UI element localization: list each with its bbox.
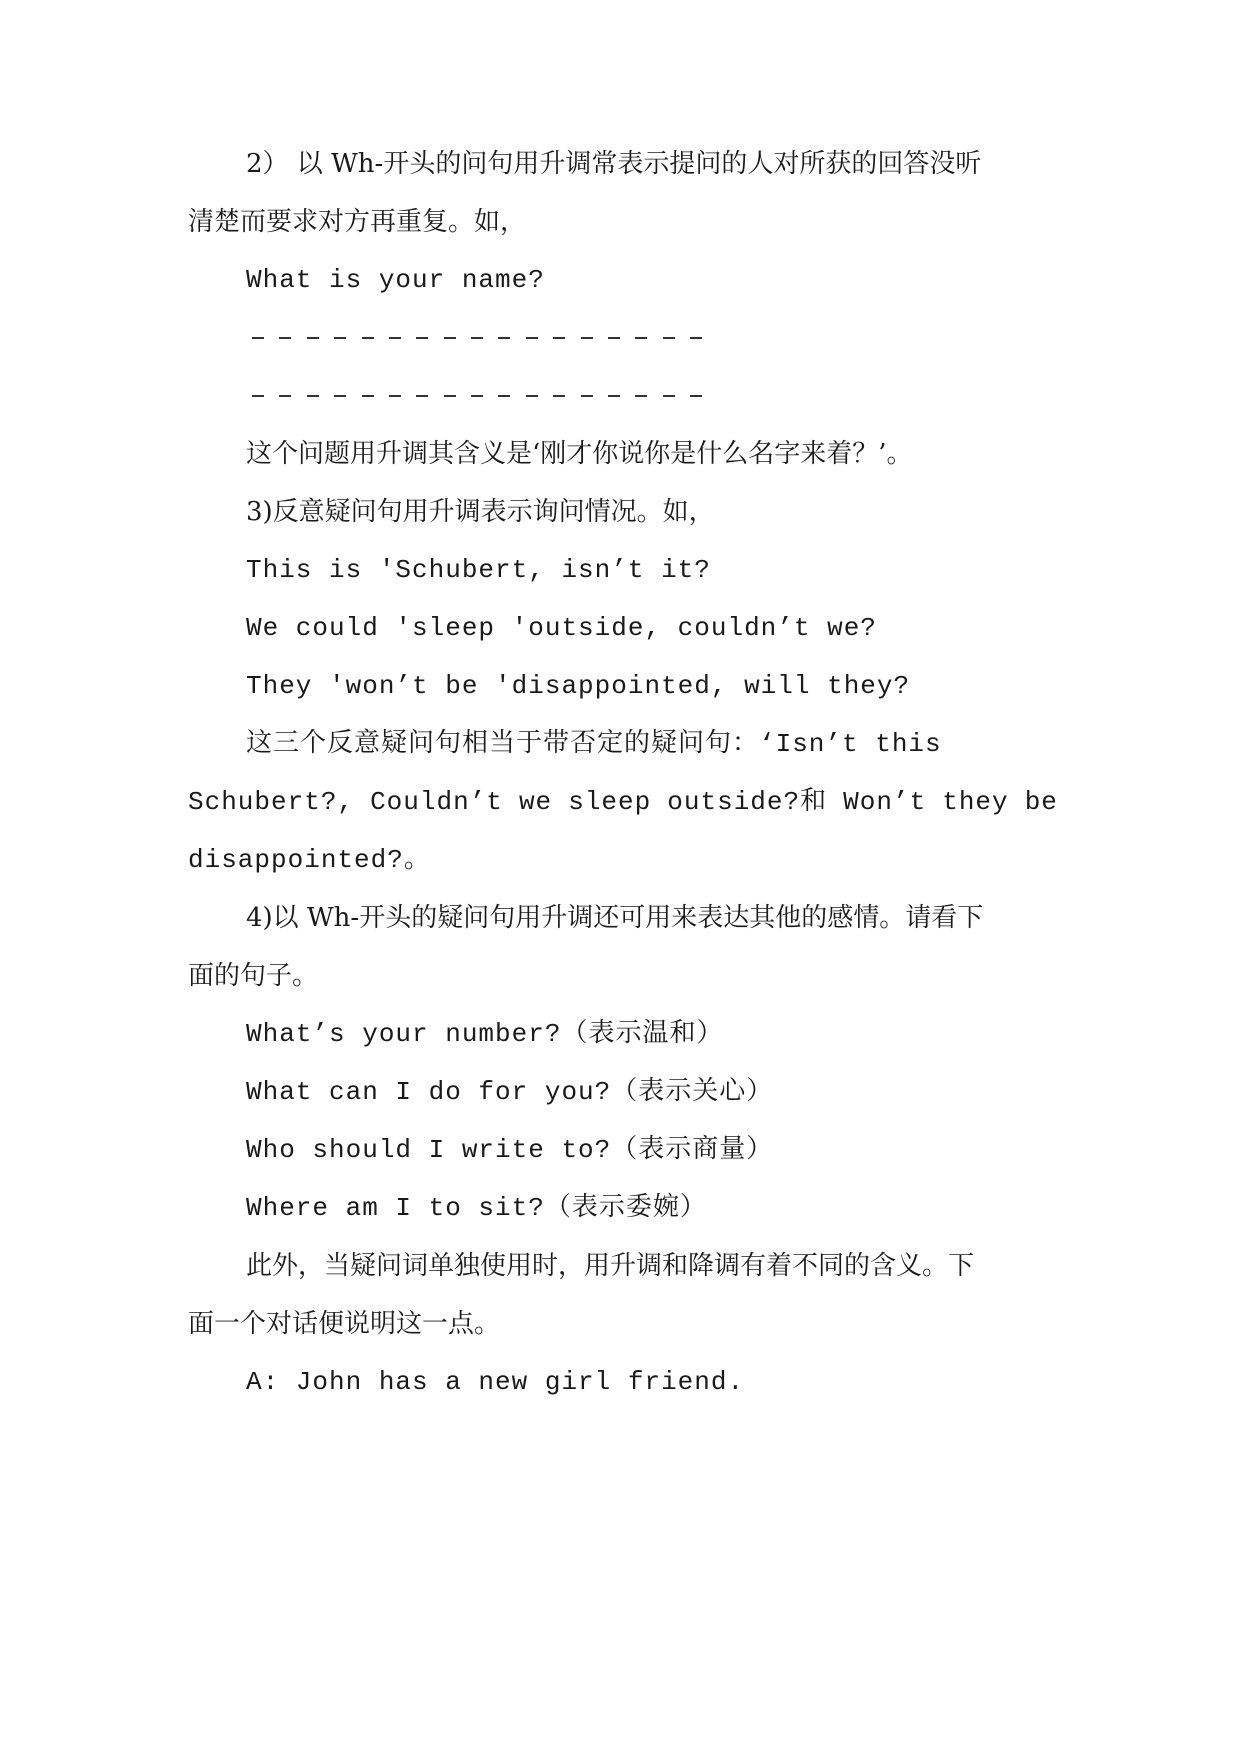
intonation-dash-line-2	[252, 394, 702, 398]
example-what-is-your-name: What is your name?	[246, 265, 545, 295]
item2-line-2: 清楚而要求对方再重复。如，	[188, 207, 527, 237]
item3-intro: 3)反意疑问句用升调表示询问情况。如，	[246, 497, 715, 527]
example-where-am-i-to-sit: Where am I to sit?（表示委婉）	[246, 1193, 707, 1223]
item2-line-1: 2） 以 Wh-开头的问句用升调常表示提问的人对所获的回答没听	[246, 149, 982, 179]
item3-explanation-line-2	[188, 784, 1058, 820]
word: Won’t	[843, 787, 927, 817]
item4-line-1: 4)以 Wh-开头的疑问句用升调还可用来表达其他的感情。请看下	[246, 903, 984, 933]
example-sleep-outside: We could 'sleep 'outside, couldn’t we?	[246, 613, 877, 643]
word: be	[1024, 787, 1058, 817]
example-schubert: This is 'Schubert, isn’t it?	[246, 555, 711, 585]
extra-line-1: 此外，当疑问词单独使用时，用升调和降调有着不同的含义。下	[246, 1251, 975, 1281]
item2-explanation: 这个问题用升调其含义是‘刚才你说你是什么名字来着？’。	[246, 439, 913, 469]
example-what-can-i-do: What can I do for you?（表示关心）	[246, 1077, 774, 1107]
item3-explanation-line-1: 这三个反意疑问句相当于带否定的疑问句：‘Isn’t this	[246, 729, 942, 759]
word: outside?和	[667, 787, 828, 817]
intonation-dash-line-1	[252, 336, 702, 340]
item3-explanation-line-3: disappointed?。	[188, 845, 431, 875]
word: they	[942, 787, 1009, 817]
word: we	[518, 787, 553, 817]
word: sleep	[568, 787, 652, 817]
word: Couldn’t	[370, 787, 503, 817]
example-whats-your-number: What’s your number?（表示温和）	[246, 1019, 724, 1049]
dialogue-line-a: A: John has a new girl friend.	[246, 1367, 745, 1397]
extra-line-2: 面一个对话便说明这一点。	[188, 1309, 501, 1339]
example-who-should-i-write: Who should I write to?（表示商量）	[246, 1135, 774, 1165]
example-disappointed: They 'won’t be 'disappointed, will they?	[246, 671, 911, 701]
item4-line-2: 面的句子。	[188, 961, 319, 991]
word: Schubert?,	[188, 787, 355, 817]
